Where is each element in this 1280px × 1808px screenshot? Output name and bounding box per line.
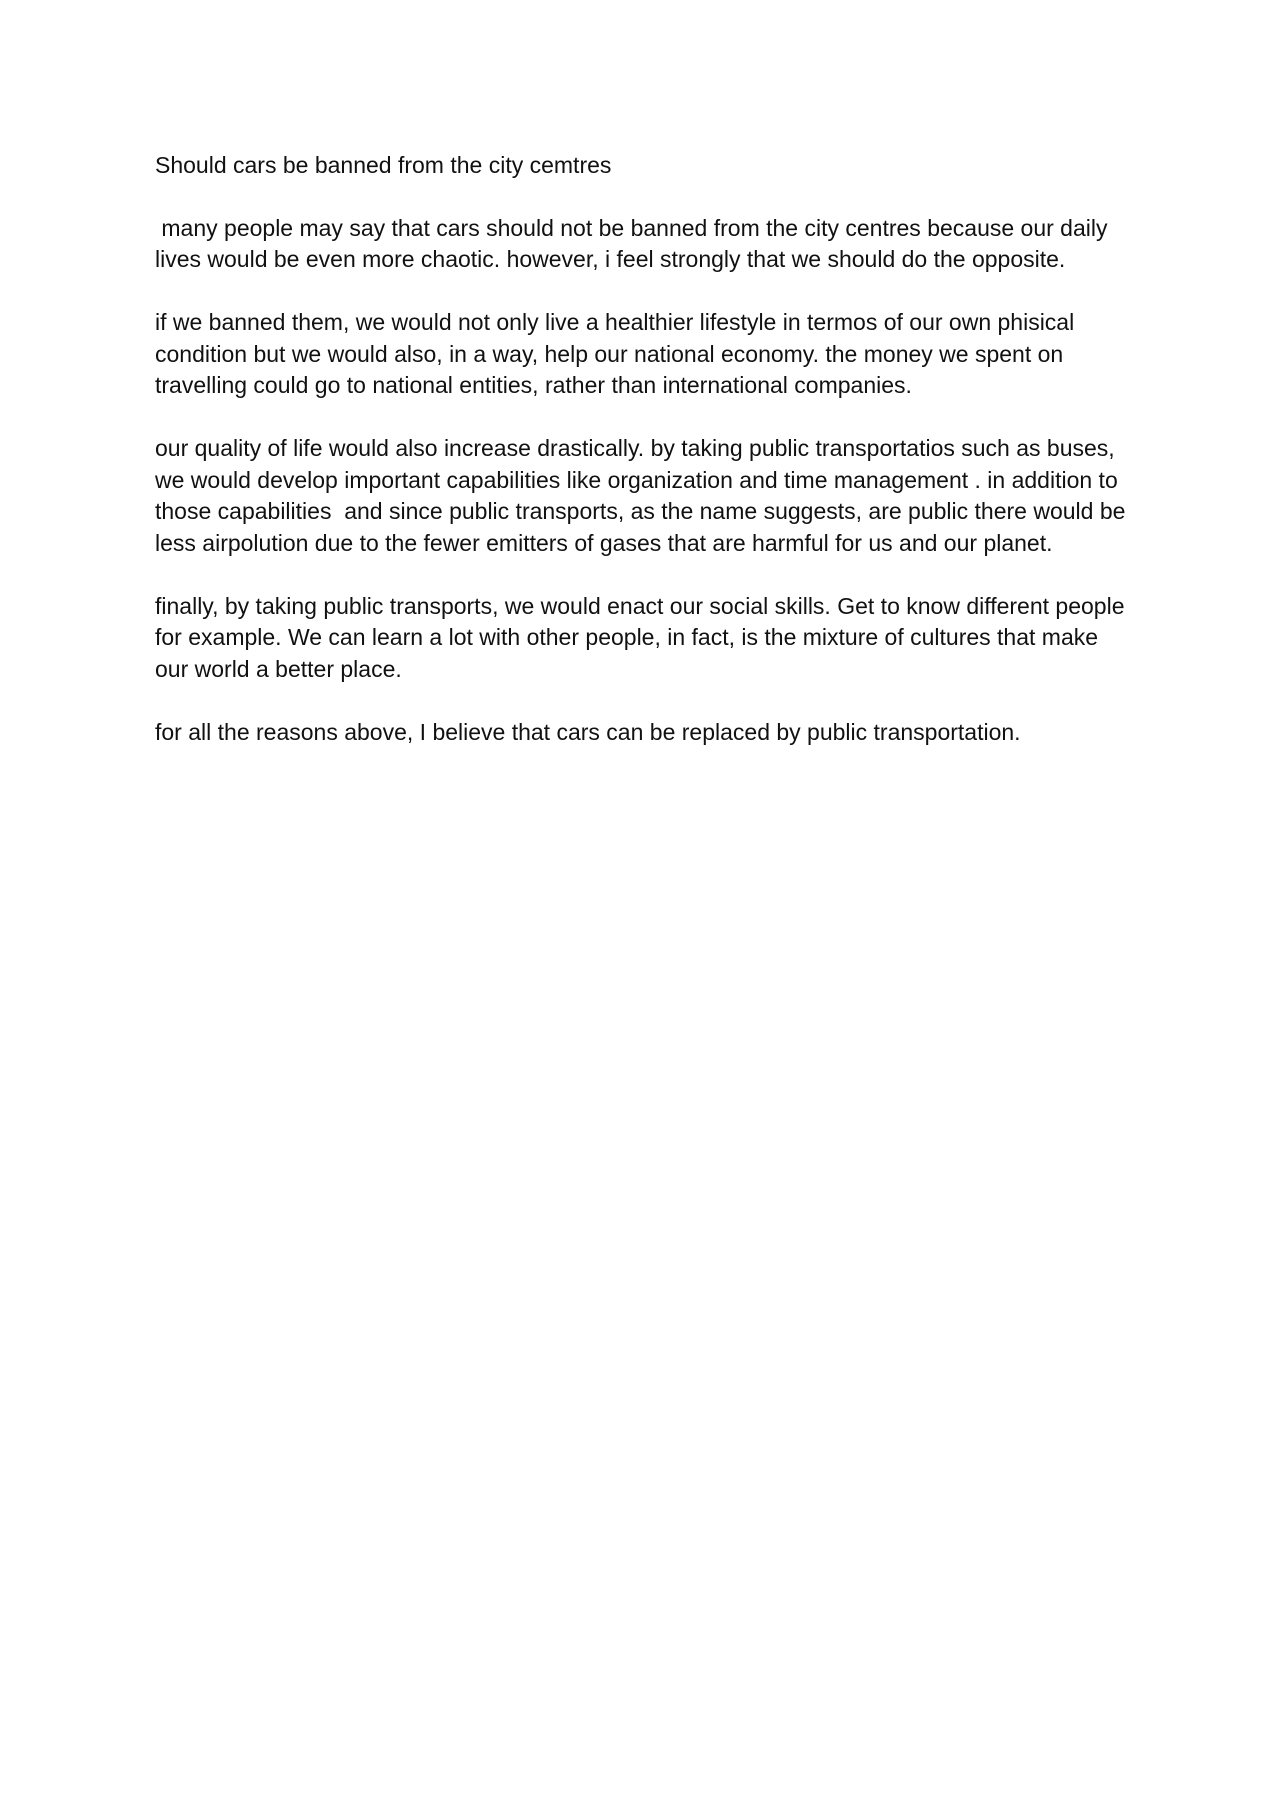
paragraph-conclusion: for all the reasons above, I believe that cars can be replaced by public transportation. (155, 718, 1021, 745)
paragraph-social-skills: finally, by taking public transports, we would enact our social skills. Get to know different people for example. We can learn a lot with other people, in fact, is the mixture of cultures that make our world a better place. (155, 592, 1131, 682)
paragraph-quality-of-life: our quality of life would also increase drastically. by taking public transportatios such as buses, we would develop important capabilities like organization and time management . in addition to those capabilities and since public transports, as the name suggests, are public there would be less airpolution due to the fewer emitters of gases that are harmful for us and our planet. (155, 435, 1132, 556)
document-title: Should cars be banned from the city cemtres (155, 152, 612, 178)
document-body (155, 150, 1135, 748)
paragraph-introduction: many people may say that cars should not be banned from the city centres because our daily lives would be even more chaotic. however, i feel strongly that we should do the opposite. (155, 214, 1114, 272)
paragraph-health-economy: if we banned them, we would not only live a healthier lifestyle in termos of our own phisical condition but we would also, in a way, help our national economy. the money we spent on travelling could go to national entities, rather than international companies. (155, 309, 1081, 398)
